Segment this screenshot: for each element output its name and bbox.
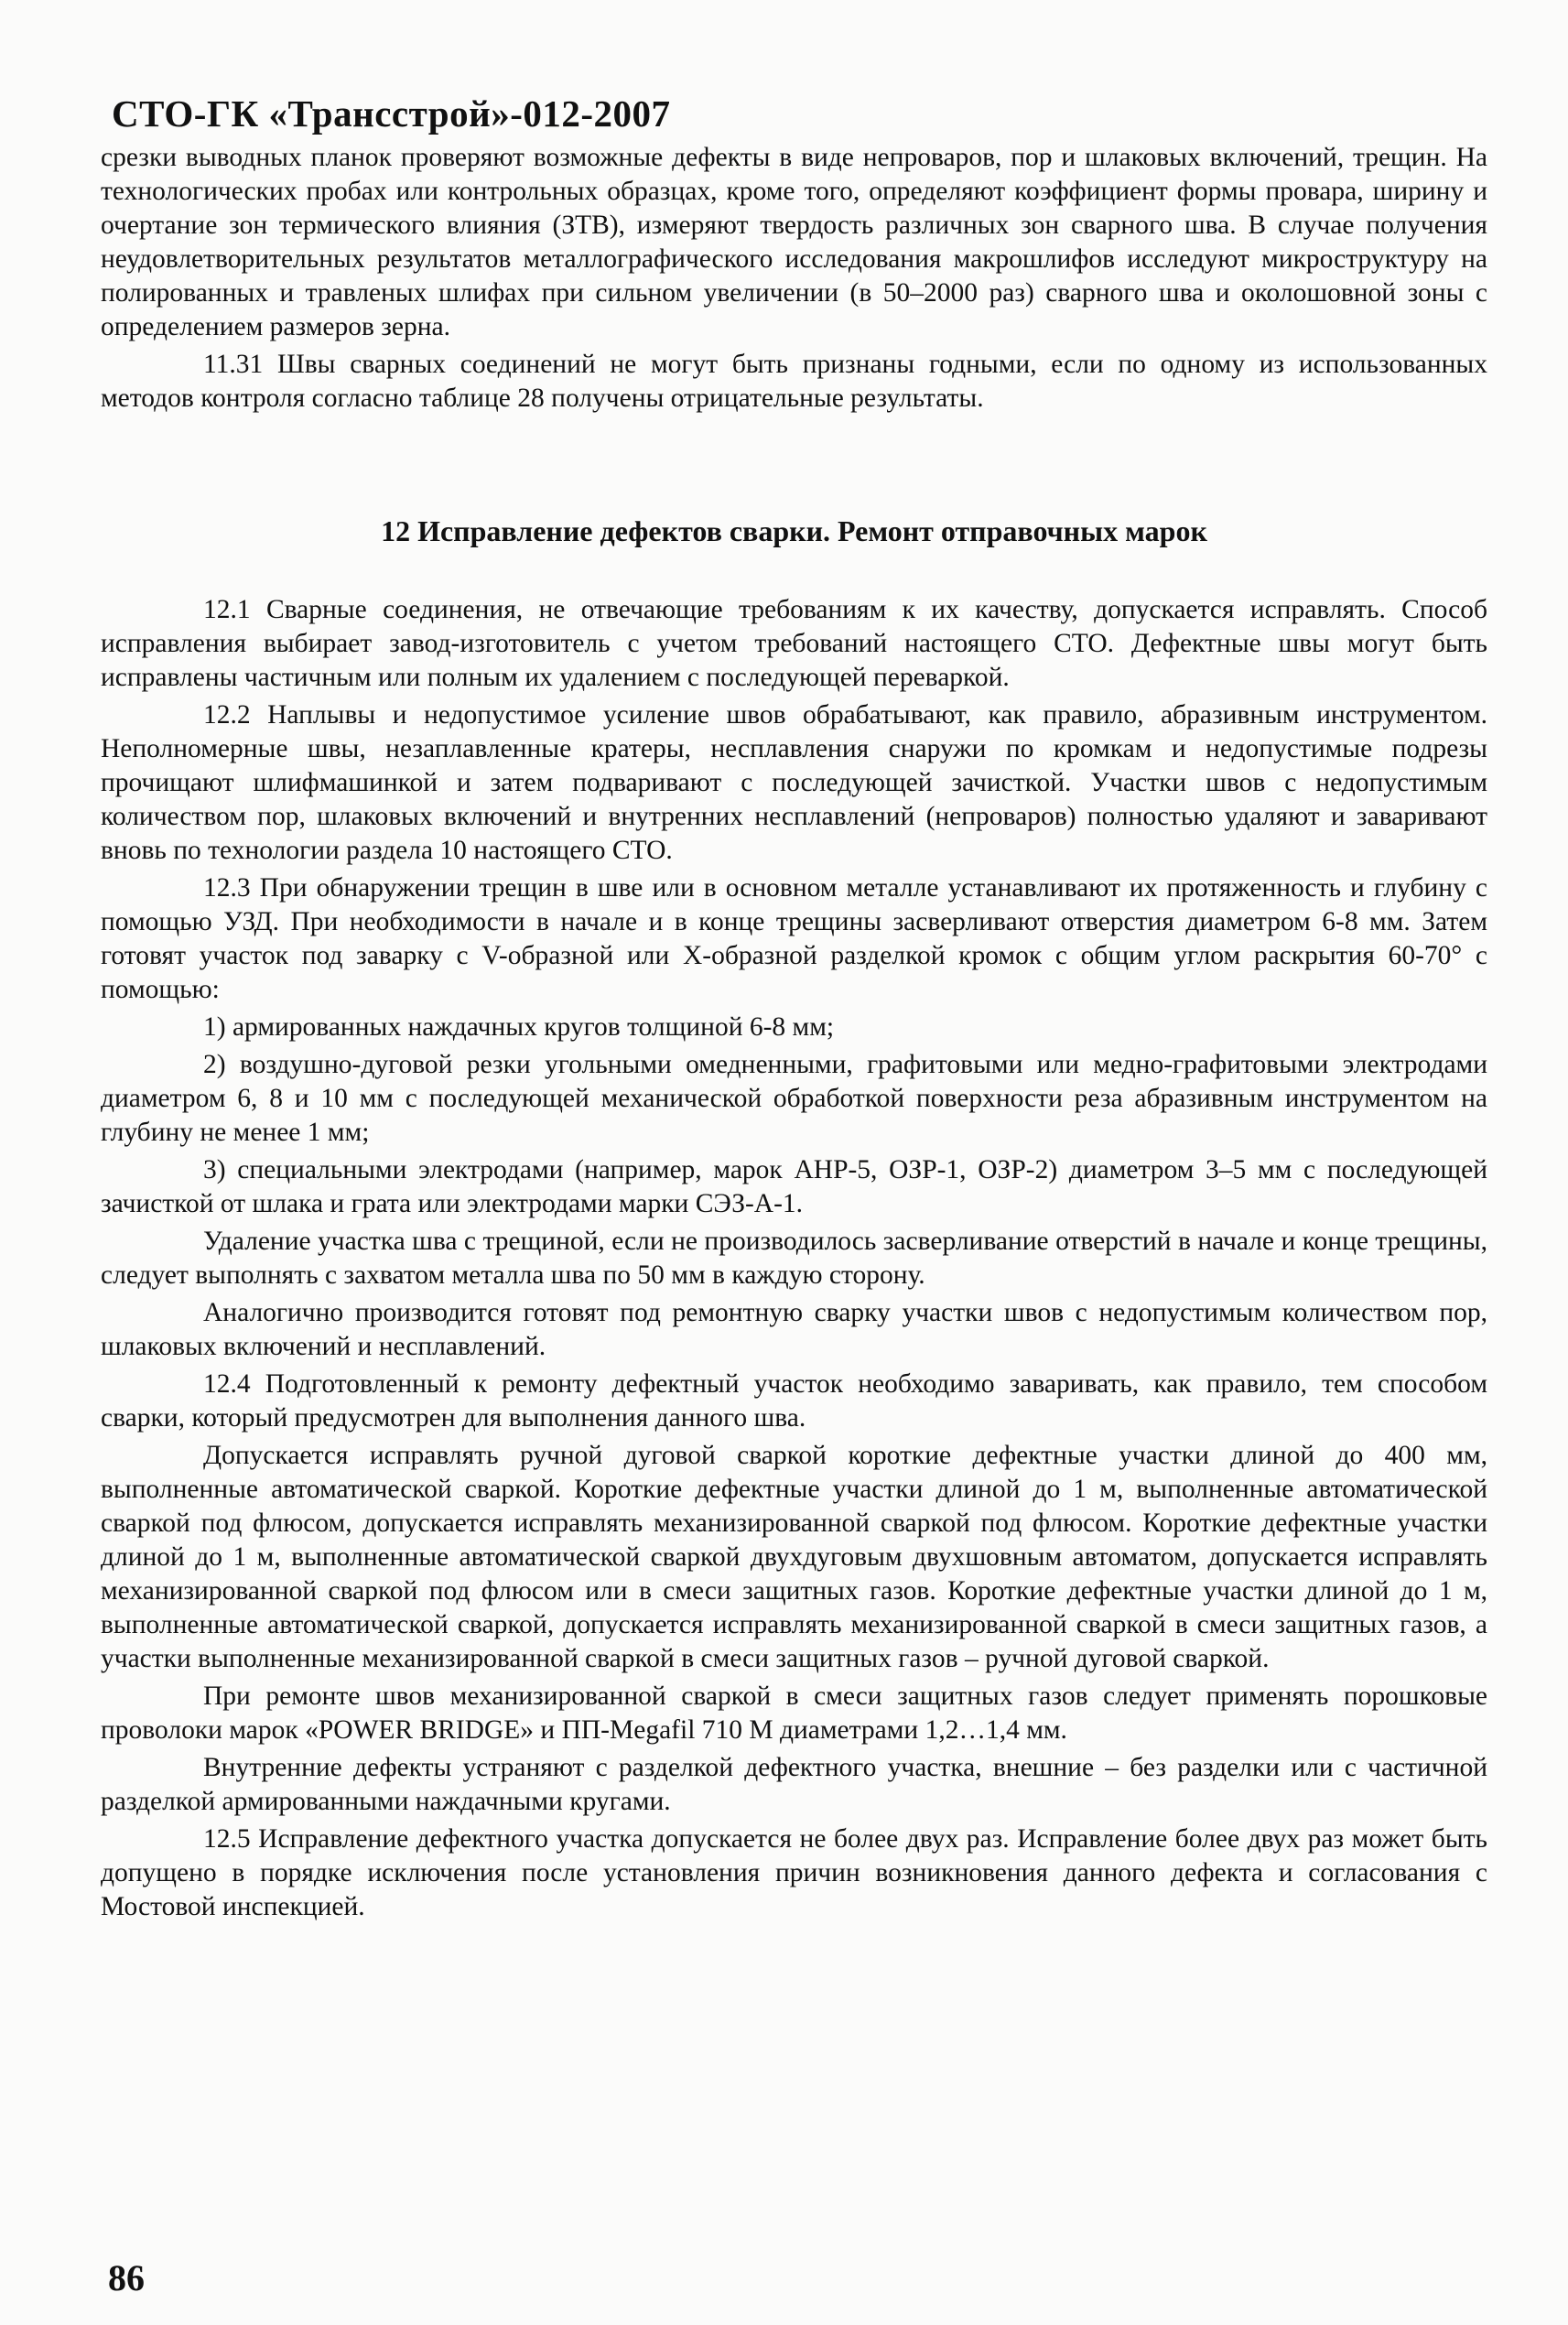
paragraph-allowed-repair: Допускается исправлять ручной дуговой сваркой короткие дефектные участки длиной до 400 мм, выполненные автоматической сваркой. Короткие дефектные участки длиной до 1 м, выполненные автоматической сваркой под флюсом, допускается исправлять механизированной сваркой под флюсом. Короткие дефектные участки длиной до 1 м, выполненные автоматической сваркой двухдуговым двухшовным автоматом, допускается исправлять механизированной сваркой под флюсом или в смеси защитных газов. Короткие дефектные участки длиной до 1 м, выполненные автоматической сваркой, допускается исправлять механизированной сваркой в смеси защитных газов, а участки выполненные механизированной сваркой в смеси защитных газов – ручной дуговой сваркой. [101,1441,1487,1673]
paragraph-continuation: срезки выводных планок проверяют возможные дефекты в виде непроваров, пор и шлаковых включений, трещин. На технологических пробах или контрольных образцах, кроме того, определяют коэффициент формы провара, ширину и очертание зон термического влияния (ЗТВ), измеряют твердость различных зон сварного шва. В случае получения неудовлетворительных результатов металлографического исследования макрошлифов исследуют микроструктуру на полированных и травленых шлифах при сильном увеличении (в 50–2000 раз) сварного шва и околошовной зоны с определением размеров зерна. [101,143,1487,341]
page-number: 86 [108,2257,145,2298]
section-title: 12 Исправление дефектов сварки. Ремонт отправочных марок [381,514,1207,547]
paragraph-12-5: 12.5 Исправление дефектного участка допускается не более двух раз. Исправление более двух раз может быть допущено в порядке исключения после установления причин возникновения данного дефекта и согласования с Мостовой инспекцией. [101,1824,1487,1921]
paragraph-crack-removal: Удаление участка шва с трещиной, если не производилось засверливание отверстий в начале и конце трещины, следует выполнять с захватом металла шва по 50 мм в каждую сторону. [101,1227,1487,1290]
paragraph-12-4: 12.4 Подготовленный к ремонту дефектный участок необходимо заваривать, как правило, тем способом сварки, который предусмотрен для выполнения данного шва. [101,1369,1487,1433]
list-item-1: 1) армированных наждачных кругов толщиной 6-8 мм; [203,1012,835,1042]
paragraph-flux-cored-wire: При ремонте швов механизированной сваркой в смеси защитных газов следует применять порошковые проволоки марок «POWER BRIDGE» и ПП-Megafil 710 М диаметрами 1,2…1,4 мм. [101,1682,1487,1745]
paragraph-internal-defects: Внутренние дефекты устраняют с разделкой дефектного участка, внешние – без разделки или с частичной разделкой армированными наждачными кругами. [101,1753,1487,1816]
paragraph-11-31: 11.31 Швы сварных соединений не могут быть признаны годными, если по одному из использованных методов контроля согласно таблице 28 получены отрицательные результаты. [101,350,1487,413]
paragraph-similar-prep: Аналогично производится готовят под ремонтную сварку участки швов с недопустимым количеством пор, шлаковых включений и несплавлений. [101,1298,1487,1361]
intro-text [101,141,1487,419]
list-item-3: 3) специальными электродами (например, марок АНР-5, ОЗР-1, ОЗР-2) диаметром 3–5 мм с последующей зачисткой от шлака и грата или электродами марки СЭЗ-А-1. [101,1155,1487,1218]
paragraph-12-1: 12.1 Сварные соединения, не отвечающие требованиям к их качеству, допускается исправлять. Способ исправления выбирает завод-изготовитель с учетом требований настоящего СТО. Дефектные швы могут быть исправлены частичным или полным их удалением с последующей переваркой. [101,595,1487,692]
paragraph-12-2: 12.2 Наплывы и недопустимое усиление швов обрабатывают, как правило, абразивным инструментом. Неполномерные швы, незаплавленные кратеры, несплавления снаружи по кромкам и недопустимые подрезы прочищают шлифмашинкой и затем подваривают с последующей зачисткой. Участки швов с недопустимым количеством пор, шлаковых включений и внутренних несплавлений (непроваров) полностью удаляют и заваривают вновь по технологии раздела 10 настоящего СТО. [101,700,1487,865]
section-body [101,593,1487,1928]
list-item-2: 2) воздушно-дуговой резки угольными омедненными, графитовыми или медно-графитовыми электродами диаметром 6, 8 и 10 мм с последующей механической обработкой поверхности реза абразивным инструментом на глубину не менее 1 мм; [101,1050,1487,1147]
document-header: СТО-ГК «Трансстрой»-012-2007 [112,92,671,135]
paragraph-12-3: 12.3 При обнаружении трещин в шве или в основном металле устанавливают их протяженность и глубину с помощью УЗД. При необходимости в начале и в конце трещины засверливают отверстия диаметром 6-8 мм. Затем готовят участок под заварку с V-образной или X-образной разделкой кромок с общим углом раскрытия 60-70° с помощью: [101,873,1487,1004]
